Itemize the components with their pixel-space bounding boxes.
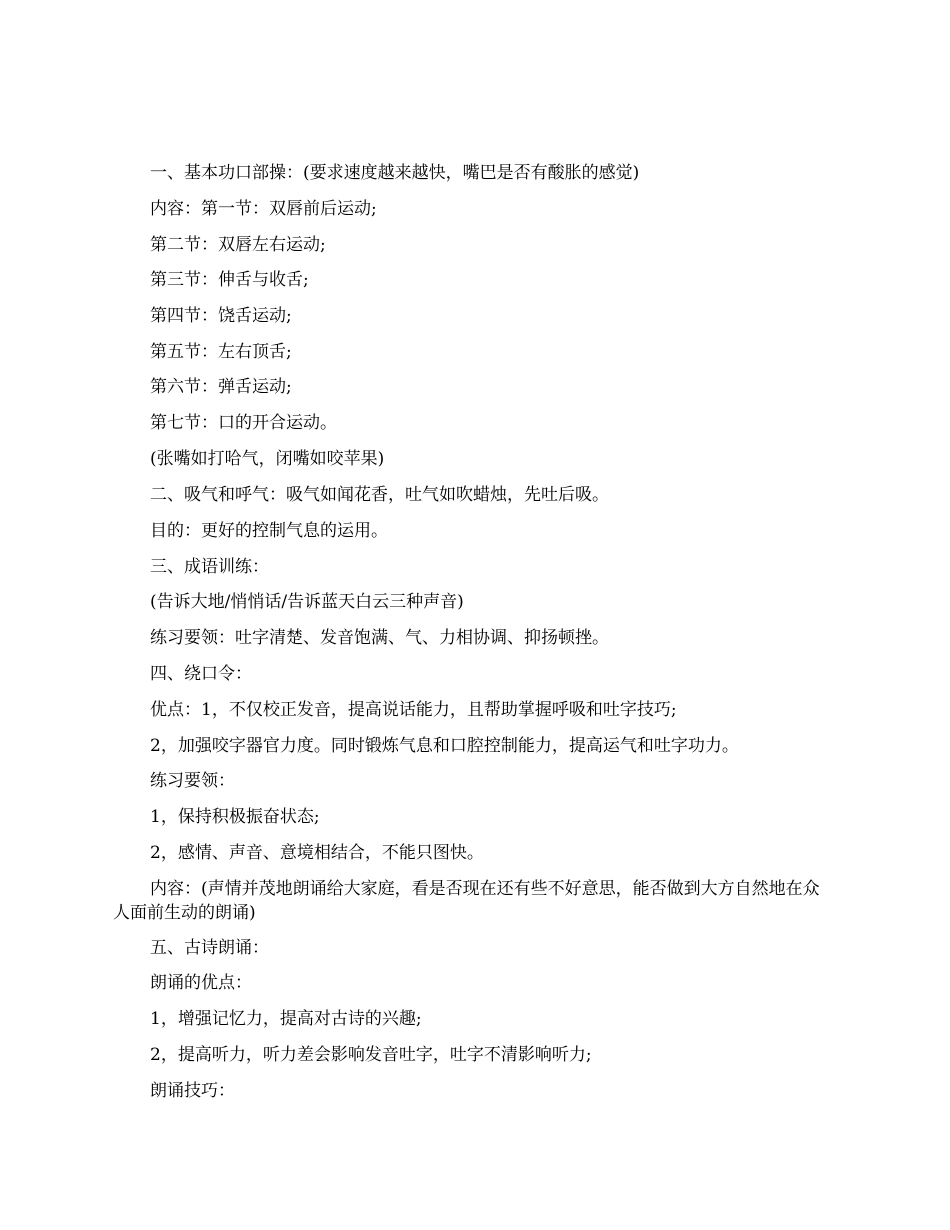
text-line: 练习要领：吐字清楚、发音饱满、气、力相协调、抑扬顿挫。 <box>150 628 609 648</box>
heading-breathing: 二、吸气和呼气：吸气如闻花香，吐气如吹蜡烛，先吐后吸。 <box>150 485 609 505</box>
heading-basic-mouth-exercise: 一、基本功口部操：(要求速度越来越快，嘴巴是否有酸胀的感觉) <box>150 163 640 183</box>
heading-idiom-training: 三、成语训练： <box>150 557 269 577</box>
text-line: (告诉大地/悄悄话/告诉蓝天白云三种声音) <box>150 592 464 612</box>
text-line: 2，感情、声音、意境相结合，不能只图快。 <box>150 843 484 863</box>
heading-ancient-poetry: 五、古诗朗诵： <box>150 938 269 958</box>
heading-tongue-twister: 四、绕口令： <box>150 664 252 684</box>
text-line: (张嘴如打哈气，闭嘴如咬苹果) <box>150 449 385 469</box>
text-line: 1，保持积极振奋状态; <box>150 807 320 827</box>
text-line: 第四节：饶舌运动; <box>150 306 292 326</box>
text-line: 第五节：左右顶舌; <box>150 342 292 362</box>
text-line: 第二节：双唇左右运动; <box>150 235 326 255</box>
text-line: 2，加强咬字器官力度。同时锻炼气息和口腔控制能力，提高运气和吐字功力。 <box>150 736 739 756</box>
text-line: 第三节：伸舌与收舌; <box>150 270 309 290</box>
text-line: 朗诵技巧： <box>150 1081 235 1101</box>
text-line: 练习要领： <box>150 771 235 791</box>
text-line: 第七节：口的开合运动。 <box>150 413 337 433</box>
text-line: 优点：1，不仅校正发音，提高说话能力，且帮助掌握呼吸和吐字技巧; <box>150 700 677 720</box>
content-paragraph: 内容：(声情并茂地朗诵给大家庭，看是否现在还有些不好意思，能否做到大方自然地在众人面前生动的朗诵) <box>113 879 820 923</box>
text-line: 朗诵的优点： <box>150 973 252 993</box>
text-line: 2，提高听力，听力差会影响发音吐字，吐字不清影响听力; <box>150 1045 592 1065</box>
text-line: 1，增强记忆力，提高对古诗的兴趣; <box>150 1009 422 1029</box>
text-line: 目的：更好的控制气息的运用。 <box>150 521 388 541</box>
text-line: 内容：第一节：双唇前后运动; <box>150 199 377 219</box>
text-line: 第六节：弹舌运动; <box>150 377 292 397</box>
